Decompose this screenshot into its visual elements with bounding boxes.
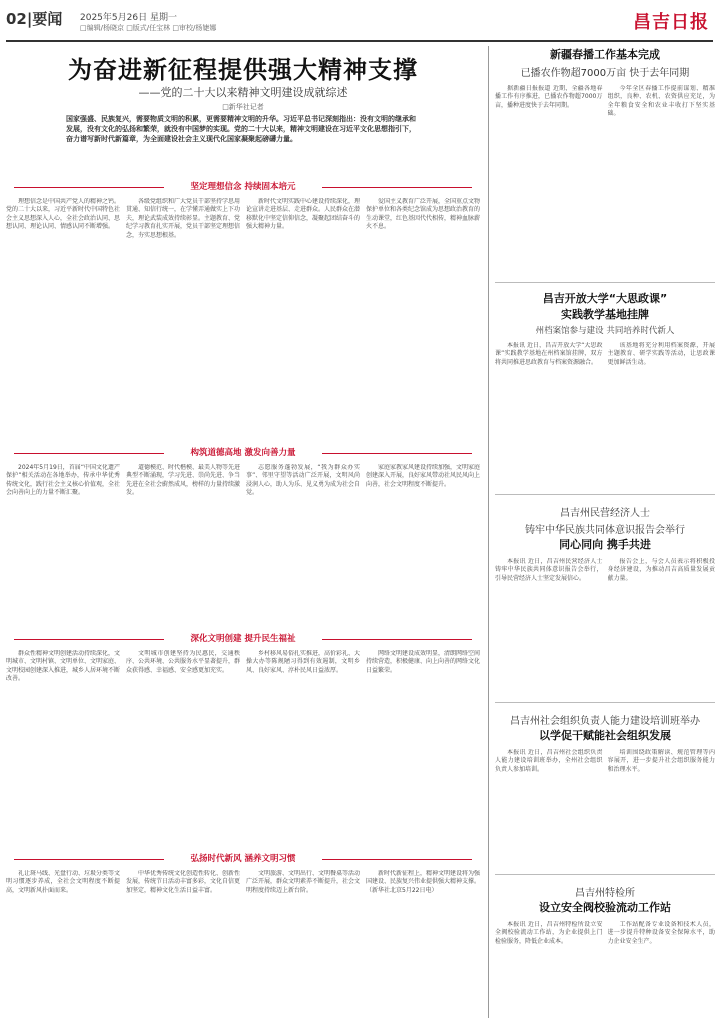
news-article: [495, 290, 715, 490]
article-body: [495, 558, 715, 698]
page-number-value: 02: [6, 10, 27, 28]
section-columns: [6, 198, 480, 440]
text-column: 本报讯 近日，昌吉州民营经济人士铸牢中华民族共同体意识报告会举行，引导民营经济人士坚定发展信心。: [495, 558, 603, 582]
text-column: 志愿服务蓬勃发展，“我为群众办实事”、邻里守望等活动广泛开展，文明风尚浸润人心，助人为乐、见义勇为成为社会自觉。: [246, 464, 360, 497]
editors-credit: □编辑/杨晓京 □版式/任宝林 □审校/杨婕娜: [80, 24, 217, 32]
subheadline: ——党的二十大以来精神文明建设成就综述: [138, 86, 348, 99]
section-heading: 深化文明创建 提升民生福祉: [6, 632, 480, 646]
news-article: [495, 46, 715, 276]
text-column: 网络文明建设成效明显，清朗网络空间持续营造，积极健康、向上向善的网络文化日益繁荣。: [366, 650, 480, 674]
text-column: 乡村移风易俗扎实推进，高价彩礼、大操大办等陈规陋习得到有效遏制，文明乡风、良好家风、淳朴民风日益浓厚。: [246, 650, 360, 674]
text-column: 道德模范、时代楷模、最美人物等先进典型不断涌现，学习先进、崇尚先进、争当先进在全社会蔚然成风，榜样的力量持续激发。: [126, 464, 240, 497]
section-heading: 弘扬时代新风 涵养文明习惯: [6, 852, 480, 866]
byline: □新华社记者: [222, 103, 264, 111]
text-column: 培训围绕政策解读、规范管理等内容展开，进一步提升社会组织服务能力和治理水平。: [607, 749, 715, 773]
text-column: 礼让斑马线、光盘行动、垃圾分类等文明习惯逐步养成，全社会文明程度不断提高，文明新风扑面而来。: [6, 870, 120, 894]
article-body: [495, 85, 715, 275]
text-column: 理想信念是中国共产党人的精神之钙。党的二十大以来，习近平新时代中国特色社会主义思想深入人心，全社会政治认同、思想认同、理论认同、情感认同不断增强。: [6, 198, 120, 231]
article-body: [495, 749, 715, 869]
article-divider: [495, 702, 715, 703]
text-column: 新时代新征程上，精神文明建设将为强国建设、民族复兴伟业提供强大精神支撑。（新华社北京5月22日电）: [366, 870, 480, 894]
article-subtitle: 以学促干赋能社会组织发展: [539, 729, 671, 742]
text-column: 工作站配备专业设备和技术人员，进一步提升特种设备安全保障水平，助力企业安全生产。: [607, 921, 715, 945]
text-column: 2024年5月19日，首届“中国文化遗产保护”相关活动在各地举办，传承中华优秀传统文化，践行社会主义核心价值观，全社会向善向上的力量不断汇聚。: [6, 464, 120, 497]
article-divider: [495, 282, 715, 283]
article-title-line-2: 实践教学基地挂牌: [561, 308, 649, 321]
article-kicker: 州档案馆参与建设 共同培养时代新人: [535, 326, 675, 336]
page-number: 02|要闻: [6, 10, 63, 28]
section-columns: [6, 464, 480, 626]
lead-paragraph: 国家强盛、民族复兴，需要物质文明的积累，更需要精神文明的升华。习近平总书记深刻指出：没有文明的继承和发展，没有文化的弘扬和繁荣，就没有中国梦的实现。党的二十大以来，精神文明建设在习近平文化思想指引下，奋力谱写新时代新篇章，为全面建设社会主义现代化国家凝聚起磅礴力量。: [66, 115, 416, 143]
text-column: 中华优秀传统文化创造性转化、创新性发展，传统节日活动丰富多彩，文化自信更加坚定，精神文化生活日益丰富。: [126, 870, 240, 894]
section-heading: 构筑道德高地 激发向善力量: [6, 446, 480, 460]
main-feature: [6, 46, 480, 1018]
article-divider: [495, 494, 715, 495]
news-article: [495, 502, 715, 702]
text-column: 文明城市创建坚持为民惠民，交通秩序、公共环境、公共服务水平显著提升，群众获得感、幸福感、安全感更加充实。: [126, 650, 240, 674]
article-title: 昌吉州特检所: [575, 888, 635, 899]
news-article: [495, 710, 715, 870]
headline: 为奋进新征程提供强大精神支撑: [68, 55, 418, 84]
section-columns: [6, 650, 480, 846]
article-body: [495, 342, 715, 482]
text-column: 爱国主义教育广泛开展，全国重点文物保护单位和各类纪念馆成为思想政治教育的生动课堂，红色基因代代相传，精神血脉薪火不息。: [366, 198, 480, 231]
text-column: 本报讯 近日，昌吉州特检所设立安全阀校验流动工作站，为企业提供上门检验服务，降低企业成本。: [495, 921, 603, 945]
text-column: 各级党组织和广大党员干部坚持学思用贯通、知信行统一，在学懂弄通做实上下功夫，理论武装成效持续彰显。主题教育、党纪学习教育扎实开展，党员干部坚定理想信念，夯实思想根基。: [126, 198, 240, 239]
masthead: [6, 6, 713, 42]
article-title: 新疆春播工作基本完成: [550, 48, 660, 61]
article-divider: [495, 874, 715, 875]
issue-date: 2025年5月26日 星期一: [80, 13, 177, 23]
text-column: 本报讯 近日，昌吉开放大学“大思政课”实践教学基地在州档案馆挂牌，双方将共同推进思政教育与档案资源融合。: [495, 342, 603, 366]
section-name: 要闻: [32, 10, 63, 28]
section-columns: [6, 870, 480, 1014]
article-title: 昌吉开放大学“大思政课”: [542, 292, 668, 305]
text-column: 报告会上，与会人员表示将积极投身经济建设，为推动昌吉高质量发展贡献力量。: [607, 558, 715, 582]
news-sidebar: [488, 46, 714, 1018]
text-column: 本报讯 近日，昌吉州社会组织负责人能力建设培训班举办，全州社会组织负责人参加培训。: [495, 749, 603, 773]
article-subtitle: 已播农作物超7000万亩 快于去年同期: [520, 68, 690, 79]
text-column: 家庭家教家风建设持续加强，文明家庭创建深入开展，良好家风带动社风民风向上向善，社会文明程度不断提升。: [366, 464, 480, 488]
article-subtitle: 铸牢中华民族共同体意识报告会举行: [525, 525, 685, 536]
text-column: 今年全区春播工作提前谋划、精准组织，良种、农机、农资供应充足，为全年粮食安全和农业丰收打下坚实基础。: [607, 85, 715, 118]
text-column: 据新疆日报报道 近期，全疆各地春播工作有序推进，已播农作物超7000万亩，播种进度快于去年同期。: [495, 85, 603, 109]
article-body: [495, 921, 715, 1017]
article-title: 昌吉州民营经济人士: [560, 508, 650, 519]
text-column: 该基地将充分利用档案资源，开展主题教育、研学实践等活动，让思政课更加鲜活生动。: [607, 342, 715, 366]
article-kicker: 同心同向 携手共进: [559, 538, 651, 551]
section-heading: 坚定理想信念 持续固本培元: [6, 180, 480, 194]
text-column: 新时代文明实践中心建设持续深化，理论宣讲走进基层、走进群众。人民群众在潜移默化中坚定信仰信念，凝聚起团结奋斗的强大精神力量。: [246, 198, 360, 231]
news-article: [495, 882, 715, 1016]
text-column: 群众性精神文明创建活动持续深化，文明城市、文明村镇、文明单位、文明家庭、文明校园创建深入推进，城乡人居环境不断改善。: [6, 650, 120, 683]
text-column: 文明旅游、文明出行、文明餐桌等活动广泛开展，群众文明素养不断提升，社会文明程度持续迈上新台阶。: [246, 870, 360, 894]
article-subtitle: 设立安全阀校验流动工作站: [539, 901, 671, 914]
newspaper-logo: 昌吉日报: [633, 12, 709, 33]
article-title: 昌吉州社会组织负责人能力建设培训班举办: [510, 716, 700, 727]
